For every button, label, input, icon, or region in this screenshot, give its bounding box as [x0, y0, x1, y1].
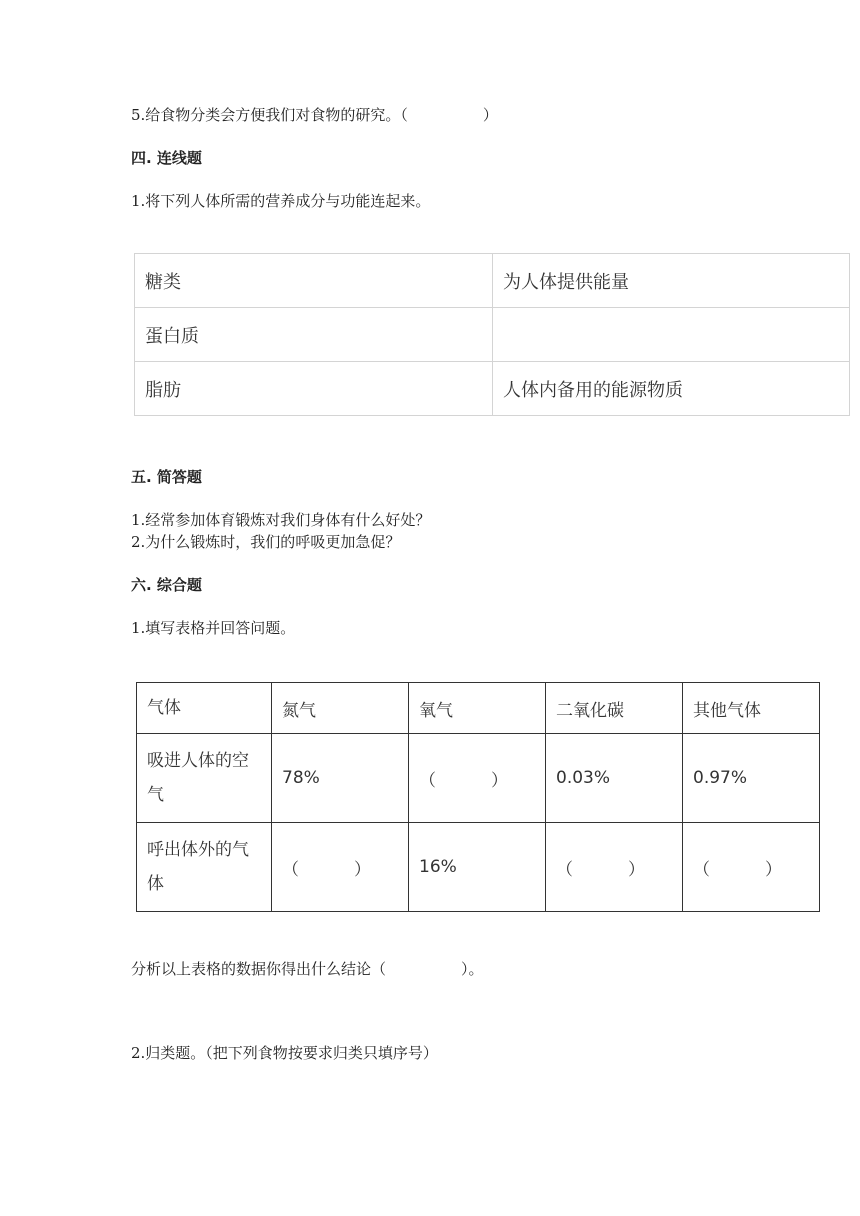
- table-row: [135, 254, 850, 308]
- table-cell: 脂肪: [135, 362, 493, 416]
- header-cell: 其他气体: [683, 683, 820, 734]
- section-6-heading: 六. 综合题: [131, 576, 202, 594]
- section-6-question-2: 2.归类题。（把下列食物按要求归类只填序号）: [131, 1044, 438, 1062]
- answer-blank-cell[interactable]: （ ）: [272, 823, 409, 912]
- table-cell: 为人体提供能量: [493, 254, 850, 308]
- section-5-heading: 五. 简答题: [131, 468, 202, 486]
- question-5: 5.给食物分类会方便我们对食物的研究。（ ）: [131, 106, 498, 124]
- table-cell: 0.97%: [683, 734, 820, 823]
- table-cell: 16%: [409, 823, 546, 912]
- table-cell: 蛋白质: [135, 308, 493, 362]
- table-header-row: [137, 683, 820, 734]
- table-row: [135, 362, 850, 416]
- table-row: [135, 308, 850, 362]
- answer-blank-cell[interactable]: （ ）: [683, 823, 820, 912]
- header-cell: 氮气: [272, 683, 409, 734]
- table-cell: [493, 308, 850, 362]
- gas-composition-table: [136, 682, 820, 912]
- matching-table: [134, 253, 850, 416]
- table-row: [137, 823, 820, 912]
- row-label-cell: 呼出体外的气体: [137, 823, 272, 912]
- header-cell: 气体: [137, 683, 272, 734]
- table-cell: 糖类: [135, 254, 493, 308]
- section-6-question-1: 1.填写表格并回答问题。: [131, 619, 296, 637]
- answer-blank-cell[interactable]: （ ）: [546, 823, 683, 912]
- section-5-question-2: 2.为什么锻炼时，我们的呼吸更加急促？: [131, 533, 401, 551]
- table-cell: 0.03%: [546, 734, 683, 823]
- table-cell: 78%: [272, 734, 409, 823]
- analysis-question: 分析以上表格的数据你得出什么结论（ ）。: [131, 960, 484, 978]
- row-label-cell: 吸进人体的空气: [137, 734, 272, 823]
- section-5-question-1: 1.经常参加体育锻炼对我们身体有什么好处？: [131, 511, 431, 529]
- section-4-heading: 四. 连线题: [131, 149, 202, 167]
- table-row: [137, 734, 820, 823]
- header-cell: 二氧化碳: [546, 683, 683, 734]
- section-4-question-1: 1.将下列人体所需的营养成分与功能连起来。: [131, 192, 431, 210]
- header-cell: 氧气: [409, 683, 546, 734]
- answer-blank-cell[interactable]: （ ）: [409, 734, 546, 823]
- table-cell: 人体内备用的能源物质: [493, 362, 850, 416]
